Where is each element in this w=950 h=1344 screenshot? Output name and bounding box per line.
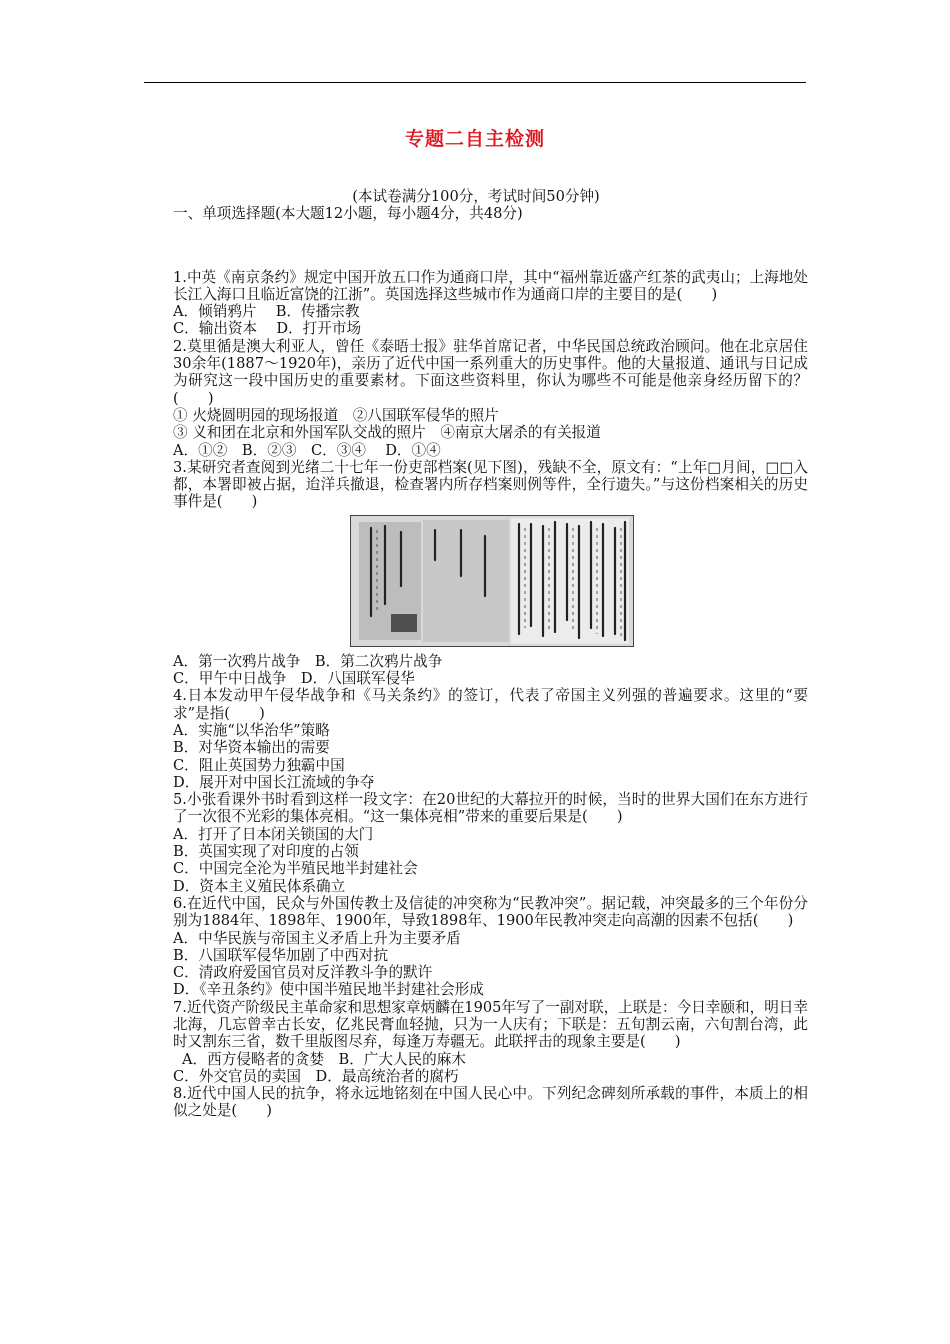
question-4-option-d: D．展开对中国长江流域的争夺 (173, 773, 375, 791)
question-1-stem: 1.中英《南京条约》规定中国开放五口作为通商口岸，其中“福州靠近盛产红茶的武夷山；上海地处长江入海口且临近富饶的江浙”。英国选择这些城市作为通商口岸的主要目的是( ) (173, 268, 808, 303)
question-5-option-d: D．资本主义殖民体系确立 (173, 877, 346, 895)
question-6-option-c: C．清政府爱国官员对反洋教斗争的默许 (173, 964, 433, 982)
question-2-options: A．①② B．②③ C．③④ D．①④ (173, 441, 441, 459)
question-7-options-ab: A．西方侵略者的贪婪 B．广大人民的麻木 (182, 1050, 466, 1068)
question-4-option-a: A．实施“以华治华”策略 (173, 721, 330, 739)
question-7-options-cd: C．外交官员的卖国 D．最高统治者的腐朽 (173, 1067, 459, 1085)
question-3-options-cd: C．甲午中日战争 D．八国联军侵华 (173, 670, 415, 688)
question-5-option-b: B．英国实现了对印度的占领 (173, 843, 359, 861)
question-4-stem: 4.日本发动甲午侵华战争和《马关条约》的签订，代表了帝国主义列强的普遍要求。这里的“要求”是指( ) (173, 687, 808, 722)
question-4-option-c: C．阻止英国势力独霸中国 (173, 756, 345, 774)
question-5-option-c: C．中国完全沦为半殖民地半封建社会 (173, 860, 418, 878)
question-3-options-ab: A．第一次鸦片战争 B．第二次鸦片战争 (173, 652, 443, 670)
archive-scan-illustration (351, 516, 633, 646)
question-3-stem: 3.某研究者查阅到光绪二十七年一份吏部档案(见下图)，残缺不全，原文有：“上年□月间，□□入都，本署即被占据，迨洋兵撤退，检查署内所存档案则例等件，全行遗失。”与这份档案相关的历史事件是( ) (173, 458, 808, 511)
question-5-stem: 5.小张看课外书时看到这样一段文字：在20世纪的大幕拉开的时候，当时的世界大国们在东方进行了一次很不光彩的集体亮相。“这一集体亮相”带来的重要后果是( ) (173, 791, 808, 826)
section-heading: 一、单项选择题(本大题12小题，每小题4分，共48分) (173, 205, 523, 223)
question-5-option-a: A．打开了日本闭关锁国的大门 (173, 825, 374, 843)
question-2-stem: 2.莫里循是澳大利亚人，曾任《泰晤士报》驻华首席记者，中华民国总统政治顾问。他在北京居住30余年(1887～1920年)，亲历了近代中国一系列重大的历史事件。他的大量报道、通讯与日记成为研究这一段中国历史的重要素材。下面这些资料里，你认为哪些不可能是他亲身经历留下的？( ) (173, 337, 808, 407)
question-6-option-b: B．八国联军侵华加剧了中西对抗 (173, 946, 389, 964)
question-4-option-b: B．对华资本输出的需要 (173, 739, 330, 757)
question-2-items-34: ③ 义和团在北京和外国军队交战的照片 ④南京大屠杀的有关报道 (173, 424, 601, 442)
question-2-items-12: ① 火烧圆明园的现场报道 ②八国联军侵华的照片 (173, 406, 499, 424)
question-6-stem: 6.在近代中国，民众与外国传教士及信徒的冲突称为“民教冲突”。据记载，冲突最多的三个年份分别为1884年、1898年、1900年，导致1898年、1900年民教冲突走向高潮的因素不包括( ) (173, 894, 808, 930)
question-1-options-cd: C．输出资本 D．打开市场 (173, 320, 362, 338)
question-6-option-a: A．中华民族与帝国主义矛盾上升为主要矛盾 (173, 929, 461, 947)
header-rule (144, 82, 806, 83)
archive-document-image (350, 515, 634, 647)
question-6-option-d: D．《辛丑条约》使中国半殖民地半封建社会形成 (173, 981, 484, 999)
exam-info: (本试卷满分100分，考试时间50分钟) (352, 188, 600, 205)
question-1-options-ab: A．倾销鸦片 B．传播宗教 (173, 303, 360, 321)
question-7-stem: 7.近代资产阶级民主革命家和思想家章炳麟在1905年写了一副对联，上联是：今日幸颐和，明日幸北海，几忘曾幸古长安，亿兆民膏血轻抛，只为一人庆有；下联是：五旬割云南，六旬割台湾，此时又割东三省，数千里版图尽弃，每逢万寿疆无。此联抨击的现象主要是( ) (173, 998, 808, 1051)
exam-content (144, 188, 808, 1120)
page-title: 专题二自主检测 (404, 128, 545, 150)
question-8-stem: 8.近代中国人民的抗争，将永远地铭刻在中国人民心中。下列纪念碑刻所承载的事件，本质上的相似之处是( ) (173, 1085, 808, 1120)
spacer (144, 223, 808, 269)
